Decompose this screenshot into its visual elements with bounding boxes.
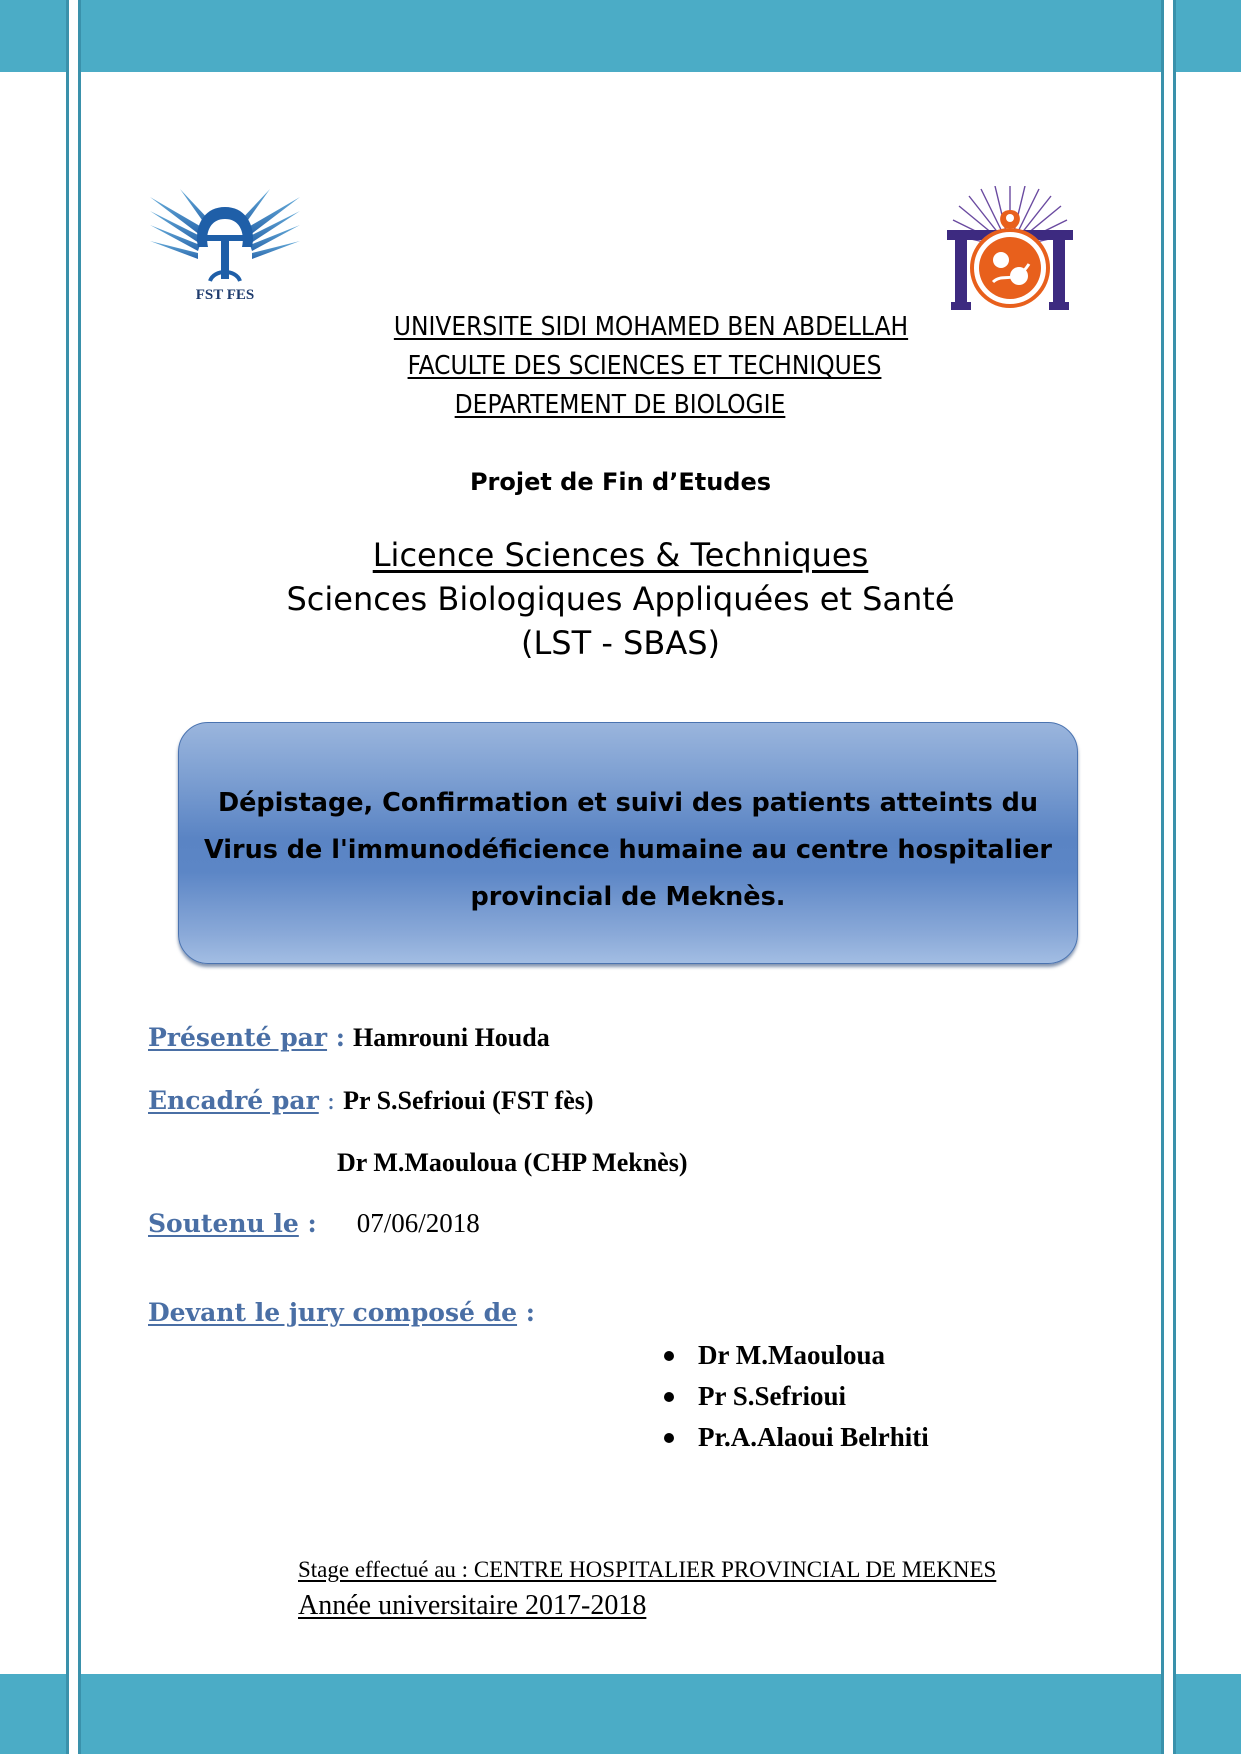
supervised-by-row (148, 1086, 594, 1116)
list-item (660, 1417, 929, 1458)
thesis-title-box (178, 722, 1078, 964)
presented-by-label: Présenté par (148, 1023, 328, 1052)
internship-location: Stage effectué au : CENTRE HOSPITALIER PROVINCIAL DE MEKNES (298, 1557, 997, 1582)
frame-line (1173, 0, 1176, 1754)
bottom-band-right (1176, 1674, 1241, 1754)
academic-year: Année universitaire 2017-2018 (298, 1590, 647, 1621)
defended-on-row (148, 1208, 480, 1239)
supervisor-1: Pr S.Sefrioui (FST fès) (343, 1086, 594, 1115)
jury-label: Devant le jury composé de (148, 1298, 518, 1327)
jury-row (148, 1298, 535, 1327)
frame-line (1161, 0, 1164, 1754)
supervisor-2: Dr M.Maouloua (CHP Meknès) (337, 1148, 688, 1177)
department-name: DEPARTEMENT DE BIOLOGIE (454, 390, 786, 420)
bullet-icon (664, 1351, 674, 1361)
faculty-name: FACULTE DES SCIENCES ET TECHNIQUES (407, 351, 882, 381)
presented-by-value: Hamrouni Houda (352, 1023, 550, 1052)
usmba-seal-icon (945, 186, 1075, 312)
list-item (660, 1376, 929, 1417)
supervisor-2-row (337, 1148, 688, 1178)
university-name: UNIVERSITE SIDI MOHAMED BEN ABDELLAH (393, 312, 909, 342)
defended-on-colon: : (298, 1209, 317, 1238)
defended-on-label: Soutenu le (148, 1209, 299, 1238)
presented-by-row (148, 1023, 550, 1053)
program-name: Sciences Biologiques Appliquées et Santé (286, 580, 955, 618)
top-band-right (1176, 0, 1241, 72)
fst-fes-emblem (150, 189, 300, 287)
program-degree: Licence Sciences & Techniques (372, 536, 869, 574)
top-band-left (0, 0, 66, 72)
supervised-by-colon: : (318, 1086, 336, 1115)
project-type: Projet de Fin d’Etudes (469, 468, 772, 496)
fst-fes-caption: FST FES (195, 287, 255, 303)
jury-member: Dr M.Maouloua (698, 1340, 885, 1370)
bullet-icon (664, 1433, 674, 1443)
program-code: (LST - SBAS) (520, 624, 720, 662)
jury-member: Pr.A.Alaoui Belrhiti (698, 1422, 929, 1452)
thesis-title (194, 766, 1062, 921)
frame-line (78, 0, 81, 1754)
fst-fes-logo-icon (150, 189, 300, 309)
thesis-title-line: Dépistage, Confirmation et suivi des patients atteints du (217, 787, 1039, 818)
frame-line (66, 0, 69, 1754)
jury-list (660, 1335, 929, 1458)
thesis-title-line: Virus de l'immunodéficience humaine au centre hospitalier (203, 834, 1053, 865)
bottom-band (81, 1674, 1161, 1754)
top-band (81, 0, 1161, 72)
thesis-title-line: provincial de Meknès. (470, 881, 786, 912)
presented-by-colon: : (327, 1023, 345, 1052)
bottom-band-left (0, 1674, 66, 1754)
bullet-icon (664, 1392, 674, 1402)
jury-member: Pr S.Sefrioui (698, 1381, 846, 1411)
defense-date: 07/06/2018 (356, 1208, 480, 1238)
supervised-by-label: Encadré par (148, 1086, 319, 1115)
jury-colon: : (517, 1298, 535, 1327)
list-item (660, 1335, 929, 1376)
